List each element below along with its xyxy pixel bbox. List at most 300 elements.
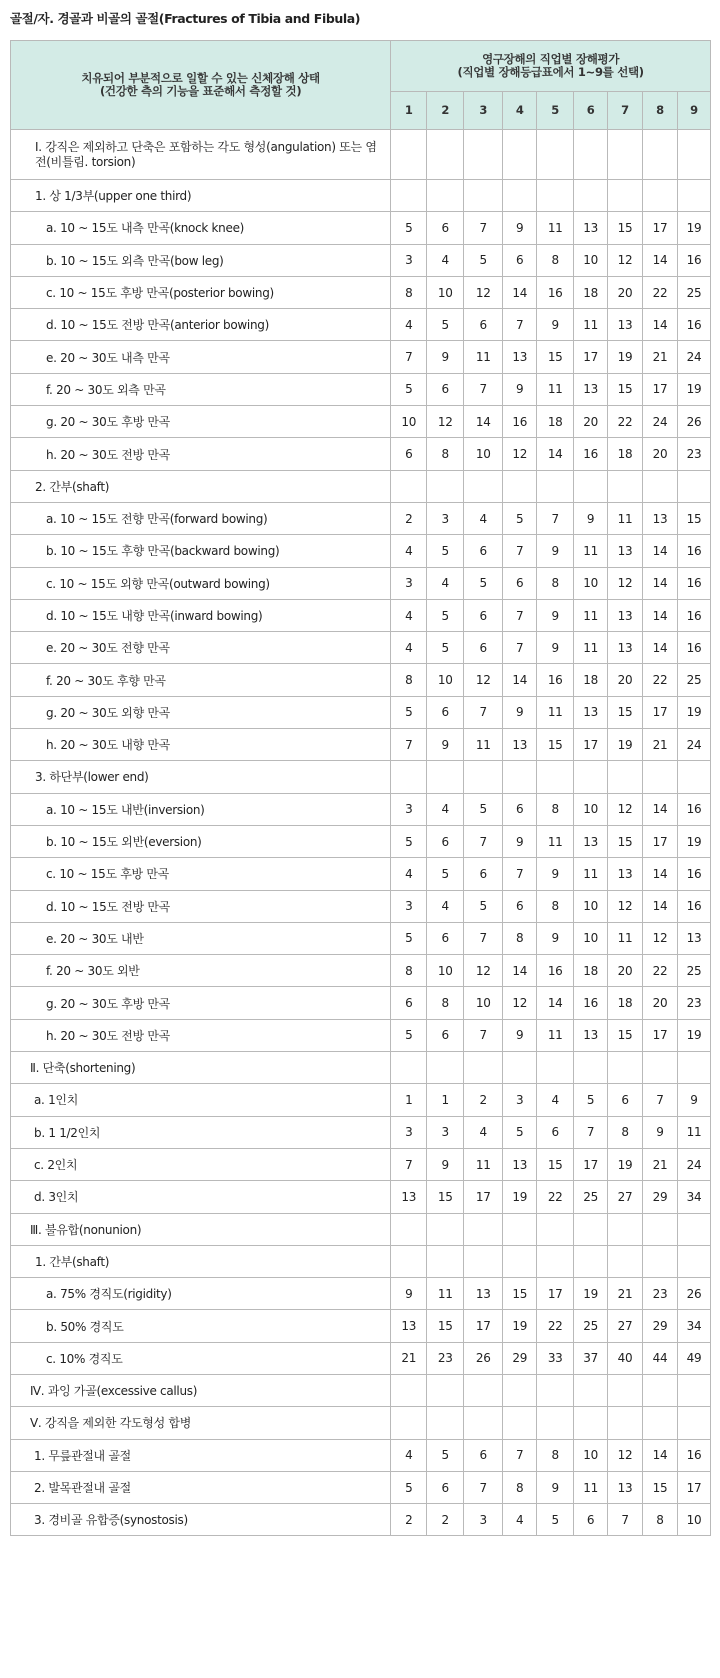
table-row <box>11 1407 711 1439</box>
page-title: 골절/자. 경골과 비골의 골절(Fractures of Tibia and Fibula) <box>10 11 361 26</box>
rating-cell <box>537 1245 574 1277</box>
rating-cell: 9 <box>537 309 574 341</box>
column-header-4: 4 <box>503 92 537 130</box>
rating-cell: 12 <box>608 793 643 825</box>
table-row <box>11 1310 711 1342</box>
rating-cell <box>608 130 643 180</box>
rating-cell <box>391 470 427 502</box>
row-label: c. 10% 경직도 <box>11 1342 391 1374</box>
rating-cell: 13 <box>642 502 677 534</box>
rating-cell <box>464 1407 503 1439</box>
rating-cell: 11 <box>464 729 503 761</box>
row-label: b. 10 ~ 15도 외측 만곡(bow leg) <box>11 244 391 276</box>
table-row <box>11 599 711 631</box>
rating-cell <box>608 761 643 793</box>
rating-cell: 5 <box>464 567 503 599</box>
rating-cell: 15 <box>608 696 643 728</box>
rating-cell: 5 <box>574 1084 608 1116</box>
rating-cell: 10 <box>574 567 608 599</box>
rating-cell: 10 <box>391 406 427 438</box>
rating-cell: 11 <box>677 1116 710 1148</box>
row-label: Ⅲ. 불유합(nonunion) <box>11 1213 391 1245</box>
rating-cell: 29 <box>642 1181 677 1213</box>
row-label: h. 20 ~ 30도 전방 만곡 <box>11 438 391 470</box>
table-row <box>11 987 711 1019</box>
rating-cell: 15 <box>503 1278 537 1310</box>
rating-cell: 26 <box>464 1342 503 1374</box>
row-label: c. 2인치 <box>11 1148 391 1180</box>
rating-cell: 25 <box>574 1310 608 1342</box>
table-row <box>11 470 711 502</box>
disability-table-container <box>10 40 711 1536</box>
rating-cell: 11 <box>574 1471 608 1503</box>
row-label: a. 10 ~ 15도 전향 만곡(forward bowing) <box>11 502 391 534</box>
rating-cell: 13 <box>608 535 643 567</box>
rating-cell <box>464 470 503 502</box>
rating-cell: 5 <box>391 696 427 728</box>
rating-cell: 14 <box>642 309 677 341</box>
rating-cell: 9 <box>537 1471 574 1503</box>
rating-cell <box>503 470 537 502</box>
rating-cell: 14 <box>642 858 677 890</box>
rating-cell: 14 <box>642 890 677 922</box>
rating-cell: 3 <box>464 1504 503 1536</box>
rating-cell: 13 <box>574 825 608 857</box>
rating-cell: 4 <box>391 858 427 890</box>
rating-cell: 20 <box>642 987 677 1019</box>
row-label: 3. 경비골 유합증(synostosis) <box>11 1504 391 1536</box>
rating-cell <box>464 761 503 793</box>
rating-cell <box>537 130 574 180</box>
rating-cell: 8 <box>537 244 574 276</box>
rating-cell: 13 <box>608 858 643 890</box>
rating-cell: 20 <box>574 406 608 438</box>
rating-cell: 10 <box>464 438 503 470</box>
rating-cell <box>464 180 503 212</box>
row-label: b. 10 ~ 15도 후향 만곡(backward bowing) <box>11 535 391 567</box>
group-header-line2: (직업별 장해등급표에서 1~9를 선택) <box>457 65 644 79</box>
rating-cell: 25 <box>677 664 710 696</box>
rating-cell: 6 <box>574 1504 608 1536</box>
rating-cell: 13 <box>503 341 537 373</box>
rating-cell: 7 <box>503 632 537 664</box>
rating-cell: 14 <box>642 1439 677 1471</box>
rating-cell <box>427 1407 464 1439</box>
rating-cell: 7 <box>503 535 537 567</box>
rating-cell: 4 <box>427 244 464 276</box>
rating-cell: 17 <box>642 825 677 857</box>
rating-cell <box>677 180 710 212</box>
row-label: 1. 무릎관절내 골절 <box>11 1439 391 1471</box>
rating-cell: 40 <box>608 1342 643 1374</box>
rating-cell: 19 <box>608 341 643 373</box>
rating-cell <box>391 1052 427 1084</box>
rating-cell: 14 <box>642 632 677 664</box>
rating-cell: 25 <box>677 955 710 987</box>
column-header-7: 7 <box>608 92 643 130</box>
rating-cell: 10 <box>574 244 608 276</box>
rating-cell <box>537 761 574 793</box>
rating-cell: 7 <box>503 599 537 631</box>
rating-cell: 7 <box>503 1439 537 1471</box>
rating-cell: 17 <box>677 1471 710 1503</box>
rating-cell: 9 <box>642 1116 677 1148</box>
rating-cell <box>503 761 537 793</box>
rating-cell <box>677 1213 710 1245</box>
rating-cell: 8 <box>391 664 427 696</box>
rating-cell <box>503 1374 537 1406</box>
rating-cell: 3 <box>391 567 427 599</box>
rating-cell: 10 <box>427 664 464 696</box>
rating-cell: 14 <box>642 793 677 825</box>
rating-cell: 16 <box>677 890 710 922</box>
rating-cell: 37 <box>574 1342 608 1374</box>
rating-cell: 18 <box>574 955 608 987</box>
rating-cell: 16 <box>537 664 574 696</box>
rating-cell: 19 <box>677 373 710 405</box>
rating-cell <box>677 761 710 793</box>
row-label: b. 1 1/2인치 <box>11 1116 391 1148</box>
rating-cell: 12 <box>608 1439 643 1471</box>
rating-cell: 5 <box>427 858 464 890</box>
rating-cell: 17 <box>464 1181 503 1213</box>
rating-cell <box>391 180 427 212</box>
rating-cell: 9 <box>537 632 574 664</box>
rating-cell: 2 <box>391 1504 427 1536</box>
rating-cell: 15 <box>608 825 643 857</box>
table-row <box>11 535 711 567</box>
table-row <box>11 1504 711 1536</box>
row-label: e. 20 ~ 30도 내측 만곡 <box>11 341 391 373</box>
rating-cell: 6 <box>503 890 537 922</box>
rating-cell: 2 <box>391 502 427 534</box>
row-label: 1. 상 1/3부(upper one third) <box>11 180 391 212</box>
row-label: c. 10 ~ 15도 후방 만곡(posterior bowing) <box>11 276 391 308</box>
rating-cell: 7 <box>391 1148 427 1180</box>
rating-cell: 9 <box>574 502 608 534</box>
rating-cell: 9 <box>503 696 537 728</box>
rating-cell <box>677 130 710 180</box>
column-header-9: 9 <box>677 92 710 130</box>
rating-cell <box>642 1052 677 1084</box>
rating-cell: 6 <box>503 567 537 599</box>
rating-cell: 12 <box>503 987 537 1019</box>
table-row <box>11 438 711 470</box>
row-label: e. 20 ~ 30도 내반 <box>11 922 391 954</box>
rating-cell: 11 <box>608 502 643 534</box>
rating-cell: 9 <box>427 1148 464 1180</box>
rating-cell: 5 <box>391 212 427 244</box>
rating-cell <box>464 1052 503 1084</box>
table-row <box>11 309 711 341</box>
rating-cell: 15 <box>427 1310 464 1342</box>
rating-cell: 8 <box>391 955 427 987</box>
rating-cell: 8 <box>503 1471 537 1503</box>
table-row <box>11 1052 711 1084</box>
rating-cell: 7 <box>503 309 537 341</box>
rating-cell: 13 <box>391 1181 427 1213</box>
rating-cell: 9 <box>503 825 537 857</box>
table-row <box>11 1181 711 1213</box>
rating-cell <box>503 1245 537 1277</box>
rating-cell: 5 <box>391 825 427 857</box>
rating-cell: 10 <box>574 922 608 954</box>
rating-cell: 3 <box>427 502 464 534</box>
rating-cell: 23 <box>427 1342 464 1374</box>
rating-cell: 11 <box>537 373 574 405</box>
rating-cell: 5 <box>391 373 427 405</box>
rating-cell: 22 <box>608 406 643 438</box>
rating-cell: 5 <box>464 890 503 922</box>
rating-cell: 5 <box>503 1116 537 1148</box>
rating-cell: 8 <box>427 987 464 1019</box>
table-row <box>11 1439 711 1471</box>
rating-cell <box>574 761 608 793</box>
rating-cell: 14 <box>642 567 677 599</box>
row-label: h. 20 ~ 30도 전방 만곡 <box>11 1019 391 1051</box>
rating-cell <box>642 1407 677 1439</box>
rating-cell: 10 <box>427 955 464 987</box>
rating-cell: 18 <box>574 276 608 308</box>
rating-cell: 8 <box>608 1116 643 1148</box>
rating-cell: 17 <box>574 1148 608 1180</box>
rating-cell <box>608 1052 643 1084</box>
rating-cell: 7 <box>464 373 503 405</box>
rating-cell: 1 <box>427 1084 464 1116</box>
rating-cell: 16 <box>574 987 608 1019</box>
rating-cell: 19 <box>677 1019 710 1051</box>
rating-cell: 14 <box>464 406 503 438</box>
rating-cell: 19 <box>608 729 643 761</box>
rating-cell <box>427 130 464 180</box>
rating-cell: 24 <box>677 1148 710 1180</box>
table-row <box>11 890 711 922</box>
rating-cell: 12 <box>608 244 643 276</box>
rating-cell <box>391 1407 427 1439</box>
rating-cell: 14 <box>642 244 677 276</box>
rating-cell: 8 <box>537 1439 574 1471</box>
table-row <box>11 1084 711 1116</box>
rating-cell: 16 <box>677 567 710 599</box>
rating-cell: 25 <box>574 1181 608 1213</box>
rating-cell: 14 <box>537 987 574 1019</box>
rating-cell <box>427 180 464 212</box>
rating-cell: 19 <box>608 1148 643 1180</box>
rating-cell: 12 <box>464 955 503 987</box>
row-label: e. 20 ~ 30도 전향 만곡 <box>11 632 391 664</box>
rating-cell: 14 <box>537 438 574 470</box>
table-row <box>11 406 711 438</box>
rating-cell: 6 <box>464 599 503 631</box>
column-header-5: 5 <box>537 92 574 130</box>
rating-cell: 24 <box>642 406 677 438</box>
table-row <box>11 1342 711 1374</box>
rating-cell: 23 <box>642 1278 677 1310</box>
rating-cell <box>642 1374 677 1406</box>
row-label: g. 20 ~ 30도 외향 만곡 <box>11 696 391 728</box>
rating-cell: 6 <box>391 987 427 1019</box>
rating-cell: 20 <box>608 664 643 696</box>
rating-cell: 10 <box>574 1439 608 1471</box>
rating-cell: 4 <box>464 502 503 534</box>
rating-cell: 10 <box>464 987 503 1019</box>
rating-cell: 5 <box>391 1019 427 1051</box>
rating-cell <box>574 1213 608 1245</box>
rating-cell: 20 <box>642 438 677 470</box>
table-body <box>11 130 711 1536</box>
row-label: f. 20 ~ 30도 후향 만곡 <box>11 664 391 696</box>
rating-cell: 16 <box>677 793 710 825</box>
rating-cell: 9 <box>537 599 574 631</box>
table-row <box>11 1374 711 1406</box>
rating-cell: 10 <box>677 1504 710 1536</box>
rating-cell: 19 <box>677 825 710 857</box>
rating-cell: 6 <box>427 212 464 244</box>
rating-cell: 6 <box>391 438 427 470</box>
rating-cell: 19 <box>677 696 710 728</box>
rating-cell: 3 <box>427 1116 464 1148</box>
rating-cell <box>503 1213 537 1245</box>
rating-cell: 9 <box>503 1019 537 1051</box>
row-label: f. 20 ~ 30도 외반 <box>11 955 391 987</box>
table-row <box>11 373 711 405</box>
rating-cell: 12 <box>464 276 503 308</box>
rating-cell: 15 <box>537 1148 574 1180</box>
rating-cell <box>574 1374 608 1406</box>
rating-cell: 9 <box>503 212 537 244</box>
rating-cell: 4 <box>391 632 427 664</box>
rating-cell: 16 <box>574 438 608 470</box>
table-row <box>11 922 711 954</box>
rating-cell: 22 <box>537 1310 574 1342</box>
rating-cell: 5 <box>427 535 464 567</box>
rating-cell: 6 <box>427 1471 464 1503</box>
rating-cell: 16 <box>677 1439 710 1471</box>
rating-cell: 8 <box>391 276 427 308</box>
rating-cell: 4 <box>391 309 427 341</box>
rating-cell: 19 <box>503 1310 537 1342</box>
rating-cell: 9 <box>677 1084 710 1116</box>
rating-cell: 21 <box>642 1148 677 1180</box>
rating-cell: 14 <box>503 276 537 308</box>
rating-cell: 11 <box>537 696 574 728</box>
rating-cell: 11 <box>574 858 608 890</box>
rating-cell: 26 <box>677 406 710 438</box>
rating-cell: 17 <box>574 341 608 373</box>
rating-cell <box>537 1052 574 1084</box>
rating-cell: 5 <box>464 244 503 276</box>
rating-cell: 3 <box>391 1116 427 1148</box>
rating-cell: 6 <box>464 309 503 341</box>
rating-cell: 5 <box>427 1439 464 1471</box>
rating-cell: 12 <box>608 890 643 922</box>
rating-cell: 13 <box>574 1019 608 1051</box>
rating-cell: 7 <box>464 1019 503 1051</box>
rating-cell: 5 <box>537 1504 574 1536</box>
rating-cell: 13 <box>503 1148 537 1180</box>
rating-cell <box>537 470 574 502</box>
rating-cell: 18 <box>608 438 643 470</box>
row-label: b. 10 ~ 15도 외반(eversion) <box>11 825 391 857</box>
rating-cell: 22 <box>642 664 677 696</box>
rating-cell: 16 <box>677 858 710 890</box>
rating-cell: 13 <box>608 632 643 664</box>
row-label: d. 10 ~ 15도 전방 만곡 <box>11 890 391 922</box>
rating-cell <box>503 180 537 212</box>
rating-cell: 33 <box>537 1342 574 1374</box>
rating-cell: 19 <box>574 1278 608 1310</box>
rating-cell: 3 <box>391 890 427 922</box>
table-row <box>11 1245 711 1277</box>
rating-cell <box>642 180 677 212</box>
rating-cell: 7 <box>608 1504 643 1536</box>
rating-cell <box>608 1213 643 1245</box>
table-row <box>11 1148 711 1180</box>
rating-cell: 8 <box>427 438 464 470</box>
table-row <box>11 858 711 890</box>
rating-cell: 4 <box>427 890 464 922</box>
row-label: g. 20 ~ 30도 후방 만곡 <box>11 406 391 438</box>
rating-cell: 18 <box>574 664 608 696</box>
row-label: d. 10 ~ 15도 내향 만곡(inward bowing) <box>11 599 391 631</box>
rating-cell: 8 <box>503 922 537 954</box>
rating-cell <box>464 130 503 180</box>
rating-cell <box>642 1213 677 1245</box>
rating-cell: 11 <box>574 535 608 567</box>
rating-cell: 9 <box>537 922 574 954</box>
row-label: 1. 간부(shaft) <box>11 1245 391 1277</box>
rating-cell: 6 <box>503 244 537 276</box>
rating-cell: 16 <box>677 535 710 567</box>
rating-cell: 9 <box>537 858 574 890</box>
table-row <box>11 1278 711 1310</box>
rating-cell: 23 <box>677 987 710 1019</box>
row-label: 2. 간부(shaft) <box>11 470 391 502</box>
table-row <box>11 825 711 857</box>
rating-cell <box>427 1052 464 1084</box>
rating-cell <box>574 1407 608 1439</box>
table-row <box>11 212 711 244</box>
rating-cell: 7 <box>574 1116 608 1148</box>
rating-cell: 15 <box>537 729 574 761</box>
rating-cell: 6 <box>464 632 503 664</box>
rating-cell: 11 <box>574 632 608 664</box>
rating-cell: 27 <box>608 1181 643 1213</box>
rating-cell: 12 <box>608 567 643 599</box>
rating-cell <box>574 180 608 212</box>
column-header-2: 2 <box>427 92 464 130</box>
rating-cell: 6 <box>464 1439 503 1471</box>
row-label: d. 10 ~ 15도 전방 만곡(anterior bowing) <box>11 309 391 341</box>
row-label: Ⅱ. 단축(shortening) <box>11 1052 391 1084</box>
rating-cell: 16 <box>537 955 574 987</box>
rating-cell: 13 <box>391 1310 427 1342</box>
rating-cell <box>503 1052 537 1084</box>
rating-cell <box>537 180 574 212</box>
condition-header-line1: 치유되어 부분적으로 일할 수 있는 신체장해 상태 <box>81 71 320 85</box>
row-label: g. 20 ~ 30도 후방 만곡 <box>11 987 391 1019</box>
rating-cell: 44 <box>642 1342 677 1374</box>
table-row <box>11 793 711 825</box>
rating-cell: 15 <box>642 1471 677 1503</box>
rating-cell: 12 <box>427 406 464 438</box>
rating-cell <box>427 1213 464 1245</box>
rating-cell: 15 <box>537 341 574 373</box>
rating-cell <box>608 1407 643 1439</box>
rating-cell: 9 <box>427 341 464 373</box>
rating-cell: 16 <box>677 309 710 341</box>
table-row <box>11 1213 711 1245</box>
